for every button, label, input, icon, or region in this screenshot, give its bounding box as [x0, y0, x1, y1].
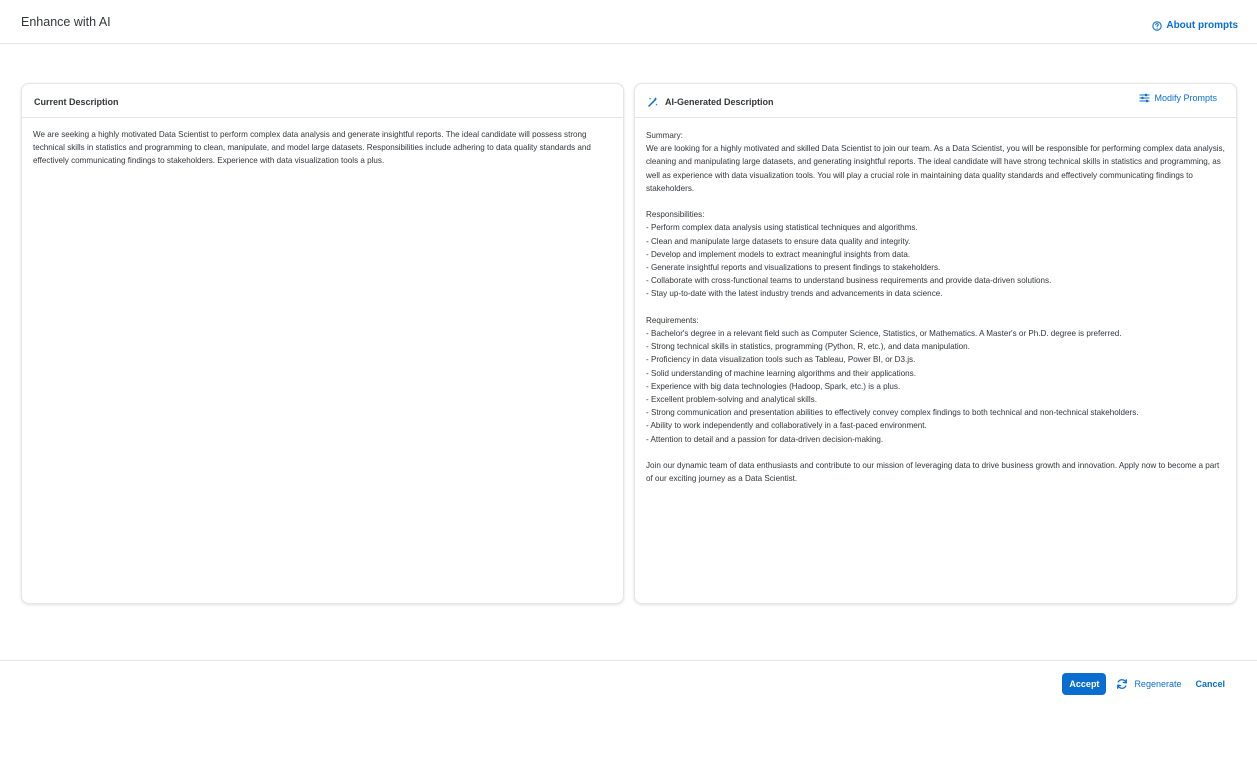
current-description-header	[22, 84, 623, 118]
ai-generated-description-header	[635, 84, 1236, 118]
current-description-card	[21, 83, 624, 604]
dialog-header	[0, 0, 1257, 44]
ai-generated-title: AI-Generated Description	[665, 97, 774, 107]
question-circle-icon	[1152, 21, 1162, 31]
ai-generated-description-card	[634, 83, 1237, 604]
sliders-icon	[1139, 93, 1150, 103]
footer-actions	[1062, 673, 1225, 695]
about-prompts-link[interactable]	[1152, 20, 1238, 31]
modify-prompts-link[interactable]	[1139, 93, 1217, 103]
footer-divider	[0, 660, 1257, 661]
modify-prompts-label: Modify Prompts	[1154, 93, 1217, 103]
ai-generated-title-group	[647, 96, 774, 108]
about-prompts-label: About prompts	[1166, 20, 1238, 31]
refresh-icon	[1116, 678, 1128, 690]
current-description-text: We are seeking a highly motivated Data Scientist to perform complex data analysis and generate insightful reports. The ideal candidate will possess strong technical skills in statistics and programming to clean, manipulate, and model large datasets. Responsibilities include adhering to data quality standards and effectively communicating findings to stakeholders. Experience with data visualization tools a plus.	[33, 130, 594, 166]
accept-button[interactable]: Accept	[1062, 673, 1106, 695]
regenerate-button[interactable]	[1116, 678, 1181, 690]
ai-sparkle-icon	[647, 96, 659, 108]
regenerate-label: Regenerate	[1134, 679, 1182, 689]
current-description-title: Current Description	[34, 97, 119, 107]
dialog-title: Enhance with AI	[21, 15, 111, 29]
cancel-button[interactable]: Cancel	[1195, 679, 1225, 689]
ai-generated-description-text: Summary: We are looking for a highly motivated and skilled Data Scientist to join our team. As a Data Scientist, you will be responsible for performing complex data analysis, cleaning and manipulating large datasets, and generating insightful reports. The ideal candidate will have strong technical skills in statistics and programming, as well as experience with data visualization tools. You will play a crucial role in maintaining data quality standards and effectively communicating findings to stakeholders. Responsibilities: - Perform complex data analysis using statistical techniques and algorithms. - Clean and manipulate large datasets to ensure data quality and integrity. - Develop and implement models to extract meaningful insights from data. - Generate insightful reports and visualizations to present findings to stakeholders. - Collaborate with cross-functional teams to understand business requirements and provide data-driven solutions. - Stay up-to-date with the latest industry trends and advancements in data science. Requirements: - Bachelor's degree in a relevant field such as Computer Science, Statistics, or Mathematics. A Master's or Ph.D. degree is preferred. - Strong technical skills in statistics, programming (Python, R, etc.), and data manipulation. - Proficiency in data visualization tools such as Tableau, Power BI, or D3.js. - Solid understanding of machine learning algorithms and their applications. - Experience with big data technologies (Hadoop, Spark, etc.) is a plus. - Excellent problem-solving and analytical skills. - Strong communication and presentation abilities to effectively convey complex findings to both technical and non-technical stakeholders. - Ability to work independently and collaboratively in a fast-paced environment. - Attention to detail and a passion for data-driven decision-making. Join our dynamic team of data enthusiasts and contribute to our mission of leveraging data to drive business growth and innovation. Apply now to become a part of our exciting journey as a Data Scientist.	[646, 131, 1225, 484]
